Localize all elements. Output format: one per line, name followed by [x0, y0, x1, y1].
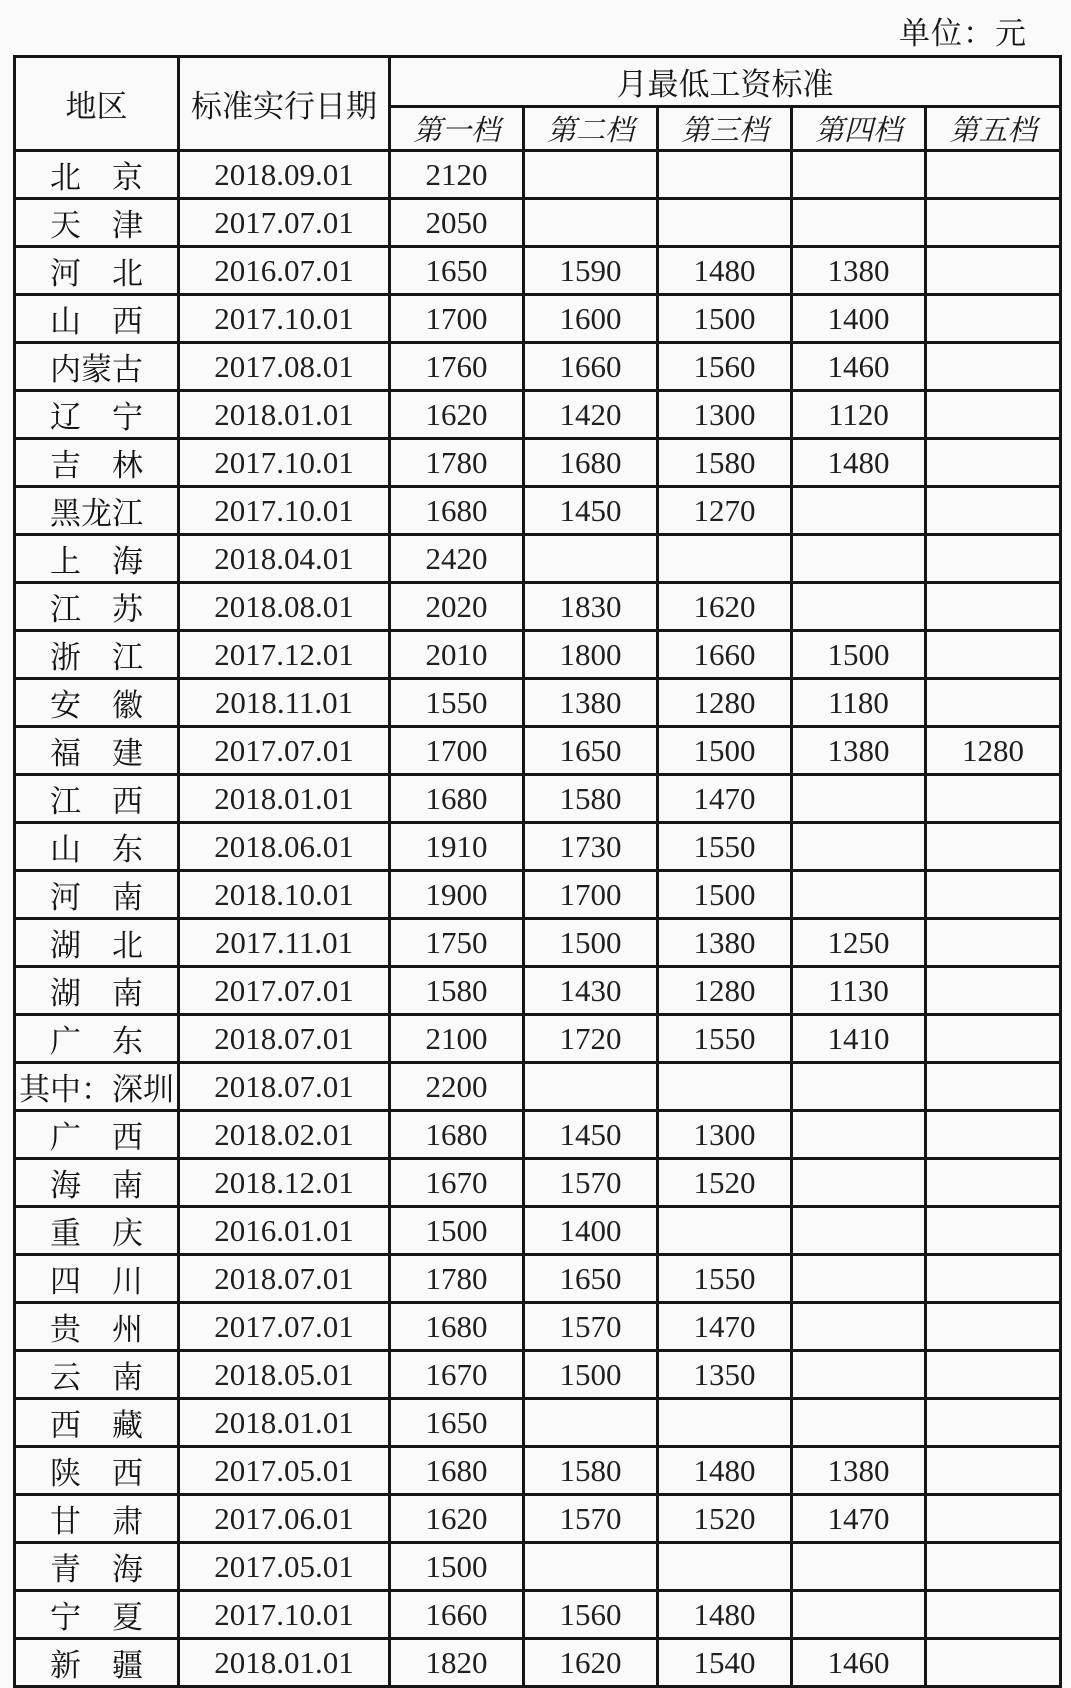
table-row — [15, 919, 1061, 967]
tier-1-cell: 1620 — [390, 1495, 524, 1543]
table-row — [15, 535, 1061, 583]
tier-2-cell — [524, 1063, 658, 1111]
date-cell: 2017.06.01 — [179, 1495, 390, 1543]
tier-2-cell: 1720 — [524, 1015, 658, 1063]
tier-4-cell — [792, 871, 926, 919]
tier-5-cell — [926, 871, 1061, 919]
region-cell: 河 南 — [15, 871, 179, 919]
date-cell: 2018.10.01 — [179, 871, 390, 919]
tier-4-cell — [792, 151, 926, 199]
tier-5-cell — [926, 1351, 1061, 1399]
table-header — [15, 57, 1061, 151]
region-cell: 福 建 — [15, 727, 179, 775]
tier-2-cell: 1500 — [524, 1351, 658, 1399]
table-row — [15, 1447, 1061, 1495]
tier-1-cell: 1500 — [390, 1207, 524, 1255]
date-cell: 2017.05.01 — [179, 1447, 390, 1495]
tier-3-cell: 1480 — [658, 247, 792, 295]
tier-4-cell: 1380 — [792, 1447, 926, 1495]
date-cell: 2018.12.01 — [179, 1159, 390, 1207]
date-cell: 2018.09.01 — [179, 151, 390, 199]
tier-1-cell: 2050 — [390, 199, 524, 247]
date-cell: 2018.04.01 — [179, 535, 390, 583]
tier-1-cell: 1550 — [390, 679, 524, 727]
tier-3-cell: 1520 — [658, 1495, 792, 1543]
tier-5-cell — [926, 439, 1061, 487]
tier-4-cell: 1380 — [792, 247, 926, 295]
date-cell: 2016.01.01 — [179, 1207, 390, 1255]
tier-2-cell: 1800 — [524, 631, 658, 679]
tier-3-cell: 1500 — [658, 295, 792, 343]
tier-3-cell: 1480 — [658, 1447, 792, 1495]
tier-4-cell: 1460 — [792, 343, 926, 391]
col-header-tier-3: 第三档 — [658, 107, 792, 151]
table-row — [15, 295, 1061, 343]
tier-3-cell: 1540 — [658, 1639, 792, 1687]
tier-2-cell: 1580 — [524, 1447, 658, 1495]
tier-2-cell — [524, 535, 658, 583]
col-header-tier-4: 第四档 — [792, 107, 926, 151]
date-cell: 2018.02.01 — [179, 1111, 390, 1159]
tier-5-cell — [926, 1159, 1061, 1207]
tier-1-cell: 1670 — [390, 1351, 524, 1399]
tier-2-cell: 1420 — [524, 391, 658, 439]
date-cell: 2017.12.01 — [179, 631, 390, 679]
tier-2-cell: 1660 — [524, 343, 658, 391]
tier-5-cell — [926, 631, 1061, 679]
region-cell: 海 南 — [15, 1159, 179, 1207]
date-cell: 2017.07.01 — [179, 727, 390, 775]
date-cell: 2016.07.01 — [179, 247, 390, 295]
table-row — [15, 1015, 1061, 1063]
tier-1-cell: 1900 — [390, 871, 524, 919]
tier-2-cell: 1380 — [524, 679, 658, 727]
tier-5-cell — [926, 1111, 1061, 1159]
col-header-region: 地区 — [15, 57, 179, 151]
tier-3-cell — [658, 1207, 792, 1255]
table-row — [15, 1639, 1061, 1687]
table-row — [15, 1495, 1061, 1543]
date-cell: 2018.01.01 — [179, 391, 390, 439]
date-cell: 2018.01.01 — [179, 1639, 390, 1687]
tier-3-cell: 1270 — [658, 487, 792, 535]
region-cell: 河 北 — [15, 247, 179, 295]
table-row — [15, 343, 1061, 391]
tier-2-cell: 1570 — [524, 1495, 658, 1543]
table-row — [15, 1591, 1061, 1639]
tier-1-cell: 1650 — [390, 247, 524, 295]
region-cell: 广 东 — [15, 1015, 179, 1063]
tier-4-cell: 1470 — [792, 1495, 926, 1543]
tier-3-cell: 1280 — [658, 967, 792, 1015]
tier-2-cell: 1560 — [524, 1591, 658, 1639]
tier-2-cell: 1570 — [524, 1303, 658, 1351]
table-row — [15, 1255, 1061, 1303]
tier-4-cell — [792, 1543, 926, 1591]
tier-1-cell: 1680 — [390, 1111, 524, 1159]
tier-1-cell: 1670 — [390, 1159, 524, 1207]
tier-2-cell — [524, 1543, 658, 1591]
tier-5-cell — [926, 535, 1061, 583]
tier-5-cell — [926, 1447, 1061, 1495]
date-cell: 2017.07.01 — [179, 199, 390, 247]
tier-4-cell — [792, 1351, 926, 1399]
tier-3-cell: 1480 — [658, 1591, 792, 1639]
tier-3-cell — [658, 199, 792, 247]
tier-4-cell — [792, 1063, 926, 1111]
tier-2-cell — [524, 151, 658, 199]
date-cell: 2018.01.01 — [179, 775, 390, 823]
region-cell: 宁 夏 — [15, 1591, 179, 1639]
tier-1-cell: 2120 — [390, 151, 524, 199]
tier-5-cell — [926, 199, 1061, 247]
tier-4-cell: 1460 — [792, 1639, 926, 1687]
tier-3-cell — [658, 151, 792, 199]
date-cell: 2017.10.01 — [179, 487, 390, 535]
col-header-tier-1: 第一档 — [390, 107, 524, 151]
date-cell: 2017.07.01 — [179, 1303, 390, 1351]
tier-4-cell — [792, 1159, 926, 1207]
tier-2-cell: 1650 — [524, 727, 658, 775]
tier-1-cell: 1650 — [390, 1399, 524, 1447]
tier-1-cell: 2100 — [390, 1015, 524, 1063]
region-cell: 山 西 — [15, 295, 179, 343]
tier-5-cell — [926, 919, 1061, 967]
tier-3-cell: 1620 — [658, 583, 792, 631]
region-cell: 湖 南 — [15, 967, 179, 1015]
tier-5-cell — [926, 247, 1061, 295]
date-cell: 2018.07.01 — [179, 1015, 390, 1063]
table-row — [15, 487, 1061, 535]
tier-3-cell: 1280 — [658, 679, 792, 727]
tier-1-cell: 1760 — [390, 343, 524, 391]
col-header-tier-2: 第二档 — [524, 107, 658, 151]
tier-1-cell: 1620 — [390, 391, 524, 439]
tier-3-cell: 1550 — [658, 1015, 792, 1063]
tier-4-cell — [792, 1303, 926, 1351]
region-cell: 内蒙古 — [15, 343, 179, 391]
table-row — [15, 1159, 1061, 1207]
tier-5-cell — [926, 775, 1061, 823]
unit-label: 单位：元 — [899, 16, 1027, 51]
tier-4-cell: 1500 — [792, 631, 926, 679]
tier-2-cell: 1500 — [524, 919, 658, 967]
tier-5-cell — [926, 151, 1061, 199]
region-cell: 黑龙江 — [15, 487, 179, 535]
tier-1-cell: 1750 — [390, 919, 524, 967]
region-cell: 其中：深圳 — [15, 1063, 179, 1111]
region-cell: 广 西 — [15, 1111, 179, 1159]
tier-4-cell — [792, 823, 926, 871]
region-cell: 浙 江 — [15, 631, 179, 679]
col-header-date: 标准实行日期 — [179, 57, 390, 151]
tier-4-cell: 1410 — [792, 1015, 926, 1063]
region-cell: 吉 林 — [15, 439, 179, 487]
table-row — [15, 1399, 1061, 1447]
tier-3-cell — [658, 535, 792, 583]
tier-5-cell — [926, 967, 1061, 1015]
tier-3-cell: 1550 — [658, 1255, 792, 1303]
tier-1-cell: 1910 — [390, 823, 524, 871]
tier-3-cell: 1580 — [658, 439, 792, 487]
tier-5-cell — [926, 583, 1061, 631]
table-row — [15, 775, 1061, 823]
table-row — [15, 583, 1061, 631]
table-row — [15, 823, 1061, 871]
tier-1-cell: 1680 — [390, 1447, 524, 1495]
table-row — [15, 1207, 1061, 1255]
tier-5-cell — [926, 487, 1061, 535]
tier-5-cell — [926, 391, 1061, 439]
tier-5-cell — [926, 1303, 1061, 1351]
date-cell: 2017.08.01 — [179, 343, 390, 391]
tier-3-cell: 1660 — [658, 631, 792, 679]
tier-4-cell — [792, 1255, 926, 1303]
tier-1-cell: 1500 — [390, 1543, 524, 1591]
region-cell: 重 庆 — [15, 1207, 179, 1255]
tier-3-cell — [658, 1063, 792, 1111]
header-row-main — [15, 57, 1061, 107]
tier-4-cell — [792, 775, 926, 823]
region-cell: 安 徽 — [15, 679, 179, 727]
tier-4-cell — [792, 535, 926, 583]
tier-3-cell — [658, 1543, 792, 1591]
tier-1-cell: 2420 — [390, 535, 524, 583]
date-cell: 2017.11.01 — [179, 919, 390, 967]
table-body — [15, 151, 1061, 1687]
tier-1-cell: 1680 — [390, 1303, 524, 1351]
tier-1-cell: 1700 — [390, 295, 524, 343]
table-row — [15, 1351, 1061, 1399]
region-cell: 青 海 — [15, 1543, 179, 1591]
tier-2-cell: 1400 — [524, 1207, 658, 1255]
date-cell: 2017.05.01 — [179, 1543, 390, 1591]
tier-3-cell: 1300 — [658, 1111, 792, 1159]
tier-5-cell — [926, 1639, 1061, 1687]
tier-5-cell — [926, 823, 1061, 871]
tier-5-cell: 1280 — [926, 727, 1061, 775]
tier-2-cell: 1600 — [524, 295, 658, 343]
region-cell: 甘 肃 — [15, 1495, 179, 1543]
tier-5-cell — [926, 1207, 1061, 1255]
tier-3-cell: 1470 — [658, 1303, 792, 1351]
tier-1-cell: 1680 — [390, 487, 524, 535]
tier-3-cell: 1350 — [658, 1351, 792, 1399]
tier-3-cell: 1380 — [658, 919, 792, 967]
tier-2-cell: 1620 — [524, 1639, 658, 1687]
tier-5-cell — [926, 1255, 1061, 1303]
region-cell: 四 川 — [15, 1255, 179, 1303]
tier-4-cell — [792, 1591, 926, 1639]
tier-1-cell: 1780 — [390, 1255, 524, 1303]
date-cell: 2018.07.01 — [179, 1063, 390, 1111]
tier-5-cell — [926, 1543, 1061, 1591]
table-row — [15, 631, 1061, 679]
col-header-tier-5: 第五档 — [926, 107, 1061, 151]
table-row — [15, 199, 1061, 247]
table-row — [15, 1303, 1061, 1351]
table-row — [15, 247, 1061, 295]
date-cell: 2017.10.01 — [179, 439, 390, 487]
tier-2-cell — [524, 199, 658, 247]
tier-3-cell: 1520 — [658, 1159, 792, 1207]
tier-5-cell — [926, 295, 1061, 343]
tier-3-cell: 1500 — [658, 871, 792, 919]
date-cell: 2018.01.01 — [179, 1399, 390, 1447]
tier-4-cell: 1180 — [792, 679, 926, 727]
tier-2-cell: 1580 — [524, 775, 658, 823]
tier-2-cell: 1590 — [524, 247, 658, 295]
tier-4-cell — [792, 583, 926, 631]
table-row — [15, 391, 1061, 439]
tier-5-cell — [926, 1399, 1061, 1447]
tier-3-cell: 1550 — [658, 823, 792, 871]
tier-1-cell: 2020 — [390, 583, 524, 631]
table-row — [15, 727, 1061, 775]
region-cell: 湖 北 — [15, 919, 179, 967]
date-cell: 2018.05.01 — [179, 1351, 390, 1399]
tier-4-cell: 1380 — [792, 727, 926, 775]
tier-5-cell — [926, 679, 1061, 727]
tier-3-cell: 1560 — [658, 343, 792, 391]
tier-1-cell: 1820 — [390, 1639, 524, 1687]
tier-4-cell: 1480 — [792, 439, 926, 487]
tier-1-cell: 2010 — [390, 631, 524, 679]
tier-4-cell — [792, 487, 926, 535]
minimum-wage-table — [13, 55, 1062, 1688]
region-cell: 陕 西 — [15, 1447, 179, 1495]
region-cell: 贵 州 — [15, 1303, 179, 1351]
tier-4-cell: 1130 — [792, 967, 926, 1015]
tier-5-cell — [926, 1015, 1061, 1063]
date-cell: 2018.08.01 — [179, 583, 390, 631]
tier-1-cell: 1580 — [390, 967, 524, 1015]
region-cell: 云 南 — [15, 1351, 179, 1399]
tier-4-cell — [792, 1399, 926, 1447]
tier-4-cell: 1250 — [792, 919, 926, 967]
tier-2-cell: 1570 — [524, 1159, 658, 1207]
tier-2-cell: 1830 — [524, 583, 658, 631]
table-row — [15, 439, 1061, 487]
col-header-wage-group: 月最低工资标准 — [390, 57, 1061, 107]
tier-4-cell — [792, 1207, 926, 1255]
tier-1-cell: 1660 — [390, 1591, 524, 1639]
tier-5-cell — [926, 343, 1061, 391]
table-row — [15, 1063, 1061, 1111]
tier-3-cell: 1500 — [658, 727, 792, 775]
tier-4-cell: 1400 — [792, 295, 926, 343]
table-row — [15, 1543, 1061, 1591]
tier-4-cell: 1120 — [792, 391, 926, 439]
table-row — [15, 1111, 1061, 1159]
tier-2-cell: 1730 — [524, 823, 658, 871]
tier-1-cell: 1780 — [390, 439, 524, 487]
region-cell: 辽 宁 — [15, 391, 179, 439]
tier-4-cell — [792, 199, 926, 247]
region-cell: 天 津 — [15, 199, 179, 247]
tier-4-cell — [792, 1111, 926, 1159]
region-cell: 西 藏 — [15, 1399, 179, 1447]
tier-2-cell — [524, 1399, 658, 1447]
region-cell: 新 疆 — [15, 1639, 179, 1687]
tier-5-cell — [926, 1495, 1061, 1543]
date-cell: 2018.06.01 — [179, 823, 390, 871]
tier-1-cell: 2200 — [390, 1063, 524, 1111]
table-row — [15, 679, 1061, 727]
tier-3-cell: 1470 — [658, 775, 792, 823]
region-cell: 江 苏 — [15, 583, 179, 631]
tier-2-cell: 1680 — [524, 439, 658, 487]
tier-2-cell: 1650 — [524, 1255, 658, 1303]
table-row — [15, 967, 1061, 1015]
region-cell: 江 西 — [15, 775, 179, 823]
tier-2-cell: 1450 — [524, 487, 658, 535]
date-cell: 2017.10.01 — [179, 1591, 390, 1639]
table-row — [15, 871, 1061, 919]
date-cell: 2018.07.01 — [179, 1255, 390, 1303]
table-row — [15, 151, 1061, 199]
tier-3-cell: 1300 — [658, 391, 792, 439]
tier-3-cell — [658, 1399, 792, 1447]
tier-2-cell: 1700 — [524, 871, 658, 919]
tier-5-cell — [926, 1063, 1061, 1111]
region-cell: 北 京 — [15, 151, 179, 199]
tier-2-cell: 1450 — [524, 1111, 658, 1159]
date-cell: 2018.11.01 — [179, 679, 390, 727]
tier-2-cell: 1430 — [524, 967, 658, 1015]
date-cell: 2017.07.01 — [179, 967, 390, 1015]
date-cell: 2017.10.01 — [179, 295, 390, 343]
tier-1-cell: 1700 — [390, 727, 524, 775]
region-cell: 上 海 — [15, 535, 179, 583]
tier-1-cell: 1680 — [390, 775, 524, 823]
tier-5-cell — [926, 1591, 1061, 1639]
region-cell: 山 东 — [15, 823, 179, 871]
